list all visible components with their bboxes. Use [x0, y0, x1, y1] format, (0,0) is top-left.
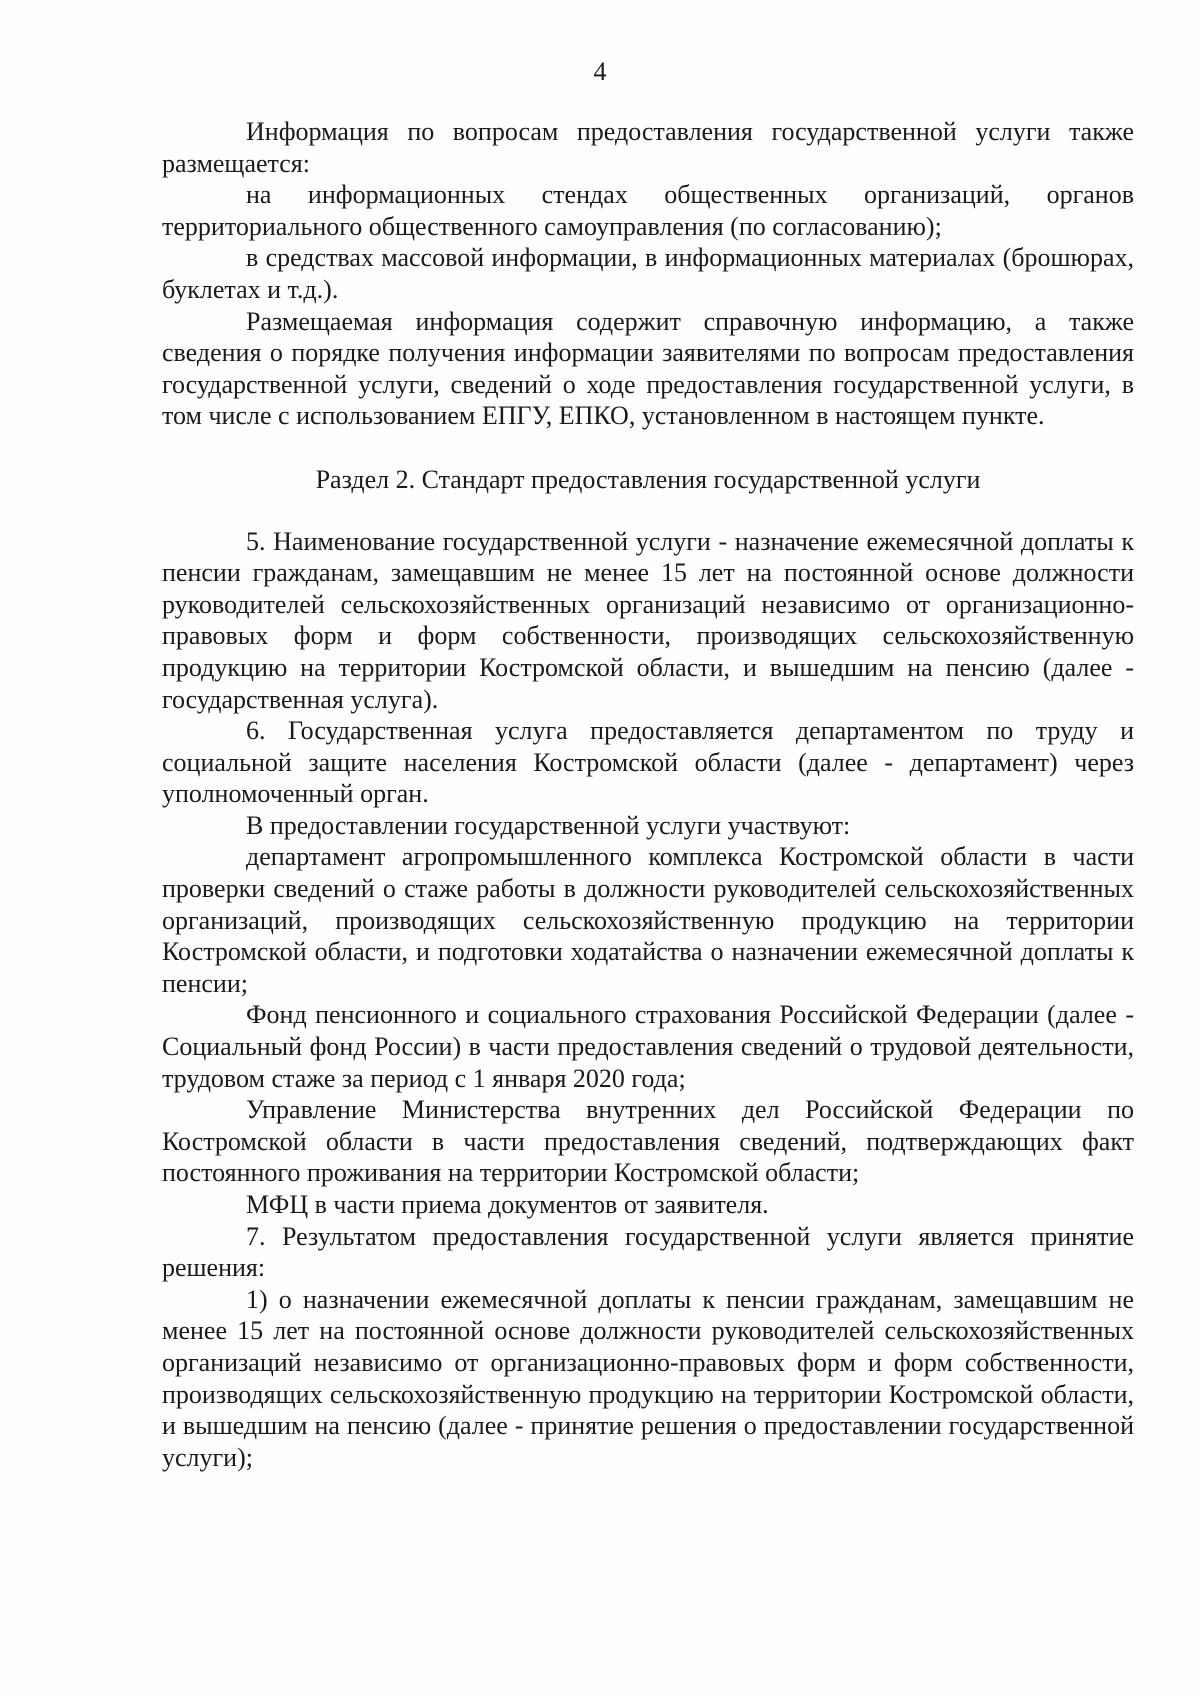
paragraph-participant-sfr: Фонд пенсионного и социального страхования Российской Федерации (далее - Социальный фонд России) в части предоставления сведений о трудовой деятельности, трудовом стаже за период с 1 января 2020 года;: [162, 1000, 1134, 1093]
paragraph-participant-mfc: МФЦ в части приема документов от заявителя.: [246, 1190, 769, 1219]
paragraph-item-7-1: 1) о назначении ежемесячной доплаты к пенсии гражданам, замещавшим не менее 15 лет на постоянной основе должности руководителей сельскохозяйственных организаций независимо от организационно-правовых форм и форм собственности, производящих сельскохозяйственную продукцию на территории Костромской области, и вышедшим на пенсию (далее - принятие решения о предоставлении государственной услуги);: [162, 1284, 1134, 1472]
paragraph-info-stands: на информационных стендах общественных организаций, органов территориального общественного самоуправления (по согласованию);: [162, 180, 1134, 241]
paragraph-item-6: 6. Государственная услуга предоставляется департаментом по труду и социальной защите населения Костромской области (далее - департамент) через уполномоченный орган.: [162, 716, 1134, 809]
section-heading: Раздел 2. Стандарт предоставления государственной услуги: [315, 464, 981, 494]
document-body: [162, 116, 1134, 1473]
paragraph-info-media: в средствах массовой информации, в информационных материалах (брошюрах, буклетах и т.д.).: [162, 243, 1134, 304]
paragraph-participant-agro: департамент агропромышленного комплекса Костромской области в части проверки сведений о стаже работы в должности руководителей сельскохозяйственных организаций, производящих сельскохозяйственную продукцию на территории Костромской области, и подготовки ходатайства о назначении ежемесячной доплаты к пенсии;: [162, 842, 1134, 998]
paragraph-item-5: 5. Наименование государственной услуги - назначение ежемесячной доплаты к пенсии гражданам, замещавшим не менее 15 лет на постоянной основе должности руководителей сельскохозяйственных организаций независимо от организационно-правовых форм и форм собственности, производящих сельскохозяйственную продукцию на территории Костромской области, и вышедшим на пенсию (далее - государственная услуга).: [162, 526, 1134, 714]
paragraph-participants-intro: В предоставлении государственной услуги участвуют:: [246, 810, 851, 840]
paragraph-participant-mvd: Управление Министерства внутренних дел Российской Федерации по Костромской области в части предоставления сведений, подтверждающих факт постоянного проживания на территории Костромской области;: [162, 1095, 1134, 1188]
paragraph-info-content: Размещаемая информация содержит справочную информацию, а также сведения о порядке получения информации заявителями по вопросам предоставления государственной услуги, сведений о ходе предоставления государственной услуги, в том числе с использованием ЕПГУ, ЕПКО, установленном в настоящем пункте.: [162, 306, 1134, 431]
paragraph-item-7: 7. Результатом предоставления государственной услуги является принятие решения:: [162, 1221, 1134, 1283]
page-number: 4: [593, 57, 607, 86]
paragraph-info-intro: Информация по вопросам предоставления государственной услуги также размещается:: [162, 117, 1134, 178]
